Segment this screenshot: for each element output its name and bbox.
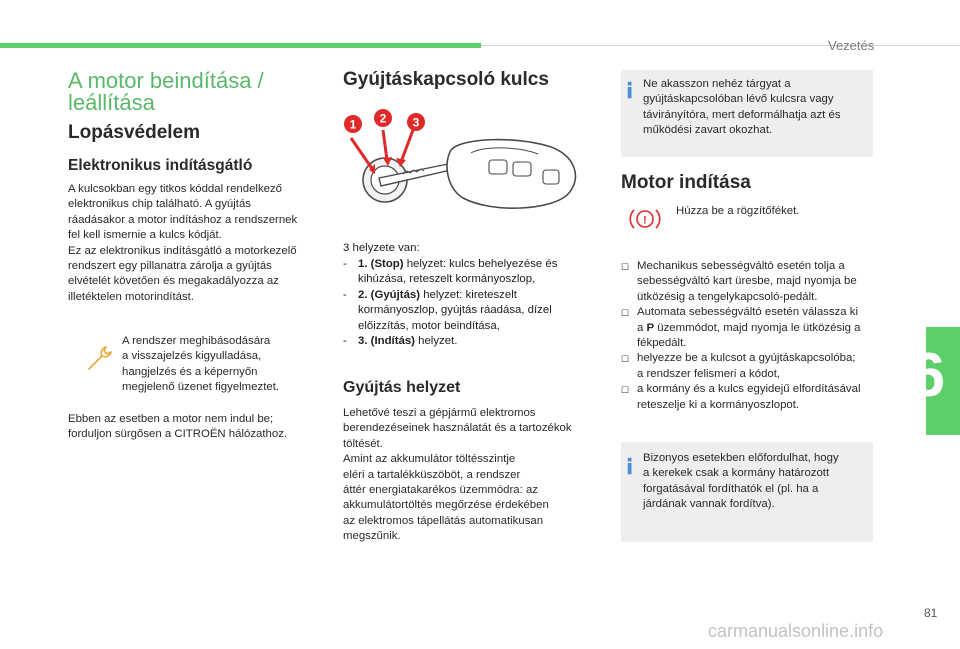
step-item (621, 382, 877, 413)
step-item (621, 305, 877, 351)
start-steps (621, 259, 877, 413)
unlock-button-icon (513, 162, 531, 176)
position-item (343, 257, 613, 288)
position-text: helyzet. (414, 335, 458, 348)
info2-line: forgatásával fordíthatók el (pl. ha a (643, 482, 819, 495)
para1-line: ráadásakor a motor indításhoz a rendszernek (68, 213, 298, 226)
positions-intro: 3 helyzete van: (343, 242, 420, 254)
warning-text: Húzza be a rögzítőféket. (676, 205, 800, 217)
step-line: fékpedált. (637, 337, 687, 350)
badge-1-label: 1 (349, 117, 357, 132)
ignition-key-illustration (343, 108, 613, 238)
system-note (122, 334, 332, 396)
gyujtas-line: töltését. (343, 437, 383, 450)
badge-2-label: 2 (379, 111, 387, 126)
page-title-line1: A motor beindítása / (68, 68, 264, 93)
position-item (343, 334, 613, 349)
checkbox-arrow-icon: ☐ (621, 385, 630, 396)
gyujtas-line: áttér energiatakarékos üzemmódra: az (343, 484, 539, 497)
position-label: 3. (Indítás) (358, 335, 415, 348)
info-text-1 (643, 77, 868, 139)
info1-line: működési zavart okozhat. (643, 124, 773, 137)
header-accent-bar (0, 43, 481, 48)
lock-button-icon (489, 160, 507, 174)
arrow-2-icon (383, 130, 387, 160)
para1-line: rendszert egy pillanatra zárolja a gyújtás (68, 260, 272, 273)
page-number: 81 (924, 606, 938, 620)
checkbox-arrow-icon: ☐ (621, 308, 630, 319)
position-item (343, 288, 613, 334)
gyujtas-line: Amint az akkumulátor töltésszintje (343, 453, 516, 466)
subheading-elektronikus: Elektronikus indításgátló (68, 157, 253, 174)
gyujtas-line: berendezéseinek használatát és a tartozékok (343, 422, 572, 435)
para2-line: forduljon sürgősen a CITROËN hálózathoz. (68, 428, 288, 441)
gyujtas-line: akkumulátortöltés megőrzése érdekében (343, 499, 549, 512)
dash: - (343, 288, 347, 301)
step-line: a kormány és a kulcs egyidejű elfordításával (637, 383, 861, 396)
note-line: a visszajelzés kigyulladása, (122, 350, 262, 363)
para1-line: Ez az elektronikus indításgátló a motorkezelő (68, 244, 297, 257)
section-label: Vezetés (828, 38, 875, 53)
info2-line: járdának vannak fordítva). (643, 498, 775, 511)
para-gyujtas (343, 406, 618, 545)
note-line: megjelenő üzenet figyelmeztet. (122, 381, 280, 394)
step-line: Automata sebességváltó esetén válassza ki (637, 306, 858, 319)
wrench-icon (86, 343, 116, 373)
step-item (621, 351, 877, 382)
info1-line: gyújtáskapcsolóban lévő kulcsra vagy (643, 93, 834, 106)
badge-3-label: 3 (412, 115, 420, 130)
position-text: helyzet: kulcs behelyezése és (403, 258, 558, 270)
checkbox-arrow-icon: ☐ (621, 262, 630, 272)
info2-line: Bizonyos esetekben előfordulhat, hogy (643, 452, 839, 464)
para2-line: Ebben az esetben a motor nem indul be; (68, 413, 274, 425)
heading-kulcs: Gyújtáskapcsoló kulcs (343, 69, 549, 90)
para1-line: elektronikus chip található. A gyújtás (68, 198, 251, 211)
position-label: 1. (Stop) (358, 258, 404, 270)
heading-gyujtas: Gyújtás helyzet (343, 379, 461, 396)
arrow-3-icon (401, 130, 413, 162)
chapter-number: 6 (910, 341, 946, 410)
checkbox-arrow-icon: ☐ (621, 354, 630, 365)
info-icon (627, 79, 633, 101)
para-indításgátló (68, 182, 328, 305)
watermark: carmanualsonline.info (708, 621, 884, 641)
page-title-line2: leállítása (68, 90, 155, 115)
position-text: helyzet: kireteszelt (420, 288, 517, 301)
step-line: Mechanikus sebességváltó esetén tolja a (637, 260, 845, 272)
gyujtas-line: eléri a tartalékküszöböt, a rendszer (343, 468, 521, 481)
info2-line: a kerekek csak a kormány határozott (643, 467, 830, 480)
step-line: helyezze be a kulcsot a gyújtáskapcsolóba; (637, 352, 856, 365)
arrow-1-icon (351, 138, 373, 170)
position-label: 2. (Gyújtás) (358, 288, 421, 301)
note-line: hangjelzés és a képernyőn (122, 365, 258, 378)
position-text-cont: kihúzása, reteszelt kormányoszlop, (358, 273, 536, 286)
gyujtas-line: az elektromos tápellátás automatikusan (343, 514, 544, 527)
info-icon (627, 455, 633, 477)
gyujtas-line: megszűnik. (343, 530, 401, 543)
page-title (68, 70, 318, 114)
para1-line: illetéktelen motorindítást. (68, 290, 194, 303)
info1-line: Ne akasszon nehéz tárgyat a (643, 78, 791, 90)
step-line: sebességváltó kart üresbe, majd nyomja be (637, 275, 857, 288)
para1-line: A kulcsokban egy titkos kóddal rendelkező (68, 183, 283, 195)
gyujtas-line: Lehetővé teszi a gépjármű elektromos (343, 407, 536, 419)
para1-line: elvételét követően és megakadályozza az (68, 275, 279, 288)
heading-lopasvedelem: Lopásvédelem (68, 122, 200, 143)
gear-p-label: P (646, 321, 655, 334)
parking-brake-warning-icon (628, 206, 662, 232)
svg-text:!: ! (643, 214, 647, 227)
position-text-cont2: előizzítás, motor beindítása, (358, 319, 500, 332)
dash: - (343, 258, 347, 270)
step-line: ütközésig a tengelykapcsoló-pedált. (637, 290, 818, 303)
step-line: a P üzemmódot, majd nyomja le ütközésig a (637, 321, 861, 334)
step-item (621, 259, 877, 305)
heading-motor: Motor indítása (621, 172, 751, 193)
para1-line: fel kell ismernie a kulcs kódját. (68, 229, 222, 242)
para-citroen (68, 412, 338, 443)
step-line: a rendszer felismeri a kódot, (637, 367, 781, 380)
position-text-cont: kormányoszlop, gyújtás ráadása, dízel (358, 304, 552, 317)
positions-list (343, 257, 613, 349)
trunk-button-icon (543, 170, 559, 184)
header-rule (481, 45, 960, 46)
info1-line: távirányítóra, mert deformálhatja azt és (643, 108, 841, 121)
note-line: A rendszer meghibásodására (122, 335, 271, 347)
info-text-2 (643, 451, 868, 513)
step-line: reteszelje ki a kormányoszlopot. (637, 398, 800, 411)
dash: - (343, 335, 347, 348)
